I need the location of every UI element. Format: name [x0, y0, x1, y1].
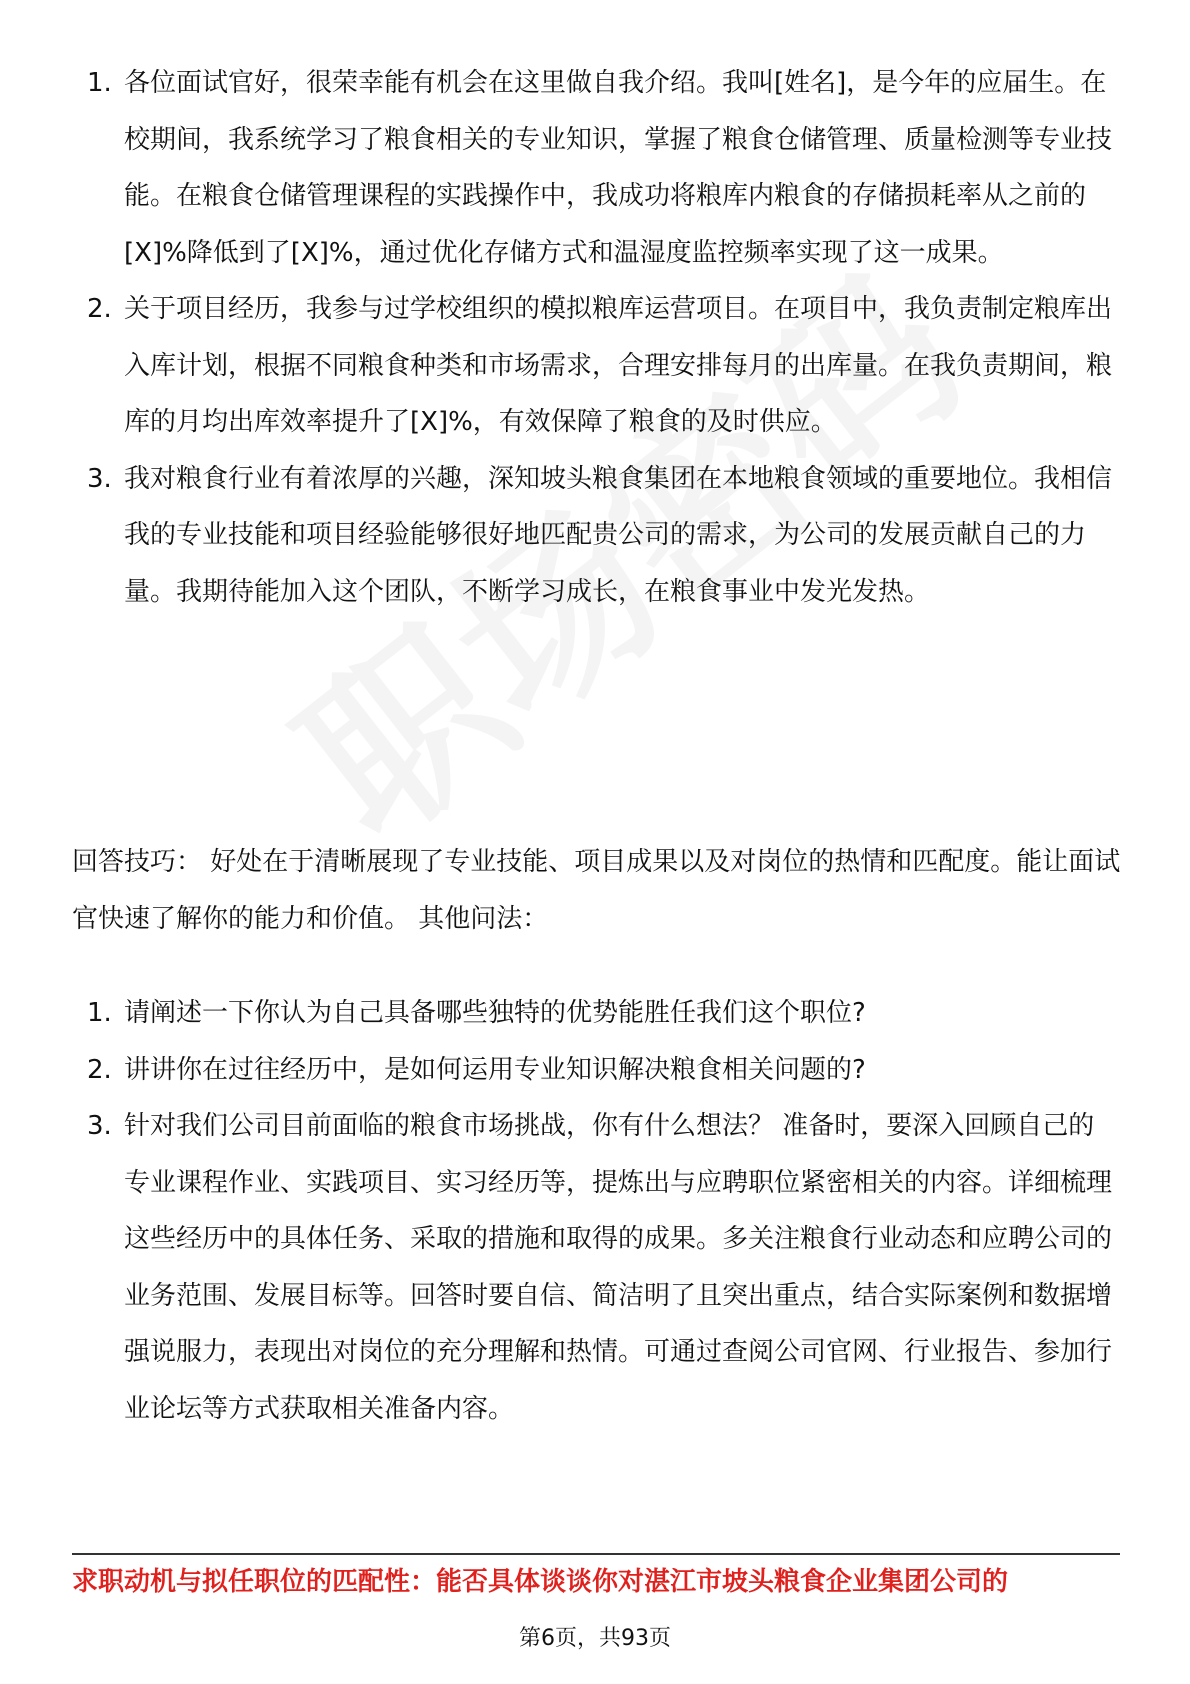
list-item	[0, 55, 1190, 281]
section-divider	[72, 1553, 1120, 1555]
list-item-number: 2.	[87, 1054, 112, 1085]
list-item	[0, 1042, 1190, 1099]
list-item-number: 1.	[87, 68, 112, 98]
list-item	[0, 281, 1190, 451]
list-item-number: 2.	[87, 294, 112, 324]
list-item-text: 请阐述一下你认为自己具备哪些独特的优势能胜任我们这个职位?	[124, 998, 866, 1028]
list-item-number: 1.	[87, 998, 112, 1028]
list-item-text: 各位面试官好，很荣幸能有机会在这里做自我介绍。我叫[姓名]，是今年的应届生。在校期间，我系统学习了粮食相关的专业知识，掌握了粮食仓储管理、质量检测等专业技能。在粮食仓储管理课程的实践操作中，我成功将粮库内粮食的存储损耗率从之前的[X]%降低到了[X]%，通过优化存储方式和温湿度监控频率实现了这一成果。	[124, 68, 1113, 268]
list-item-text: 我对粮食行业有着浓厚的兴趣，深知坡头粮食集团在本地粮食领域的重要地位。我相信我的专业技能和项目经验能够很好地匹配贵公司的需求，为公司的发展贡献自己的力量。我期待能加入这个团队，不断学习成长，在粮食事业中发光发热。	[124, 463, 1113, 607]
list-item-text: 针对我们公司目前面临的粮食市场挑战，你有什么想法？ 准备时，要深入回顾自己的专业课程作业、实践项目、实习经历等，提炼出与应聘职位紧密相关的内容。详细梳理这些经历中的具体任务、采取的措施和取得的成果。多关注粮食行业动态和应聘公司的业务范围、发展目标等。回答时要自信、简洁明了且突出重点，结合实际案例和数据增强说服力，表现出对岗位的充分理解和热情。可通过查阅公司官网、行业报告、参加行业论坛等方式获取相关准备内容。	[124, 1111, 1113, 1424]
list-item-number: 3.	[87, 463, 112, 494]
page-number: 第6页，共93页	[519, 1626, 671, 1651]
list-item	[0, 985, 1190, 1042]
list-item-text: 讲讲你在过往经历中，是如何运用专业知识解决粮食相关问题的?	[124, 1054, 866, 1085]
list-item	[0, 451, 1190, 621]
list-item-number: 3.	[87, 1111, 112, 1141]
answer-tips-paragraph: 回答技巧： 好处在于清晰展现了专业技能、项目成果以及对岗位的热情和匹配度。能让面试官快速了解你的能力和价值。 其他问法：	[72, 847, 1121, 934]
alternative-questions-list	[0, 985, 1190, 1437]
answer-list	[0, 55, 1190, 620]
list-item-text: 关于项目经历，我参与过学校组织的模拟粮库运营项目。在项目中，我负责制定粮库出入库计划，根据不同粮食种类和市场需求，合理安排每月的出库量。在我负责期间，粮库的月均出库效率提升了[X]%，有效保障了粮食的及时供应。	[124, 294, 1113, 437]
list-item	[0, 1098, 1190, 1437]
next-question-heading: 求职动机与拟任职位的匹配性：能否具体谈谈你对湛江市坡头粮食企业集团公司的	[72, 1567, 1009, 1597]
